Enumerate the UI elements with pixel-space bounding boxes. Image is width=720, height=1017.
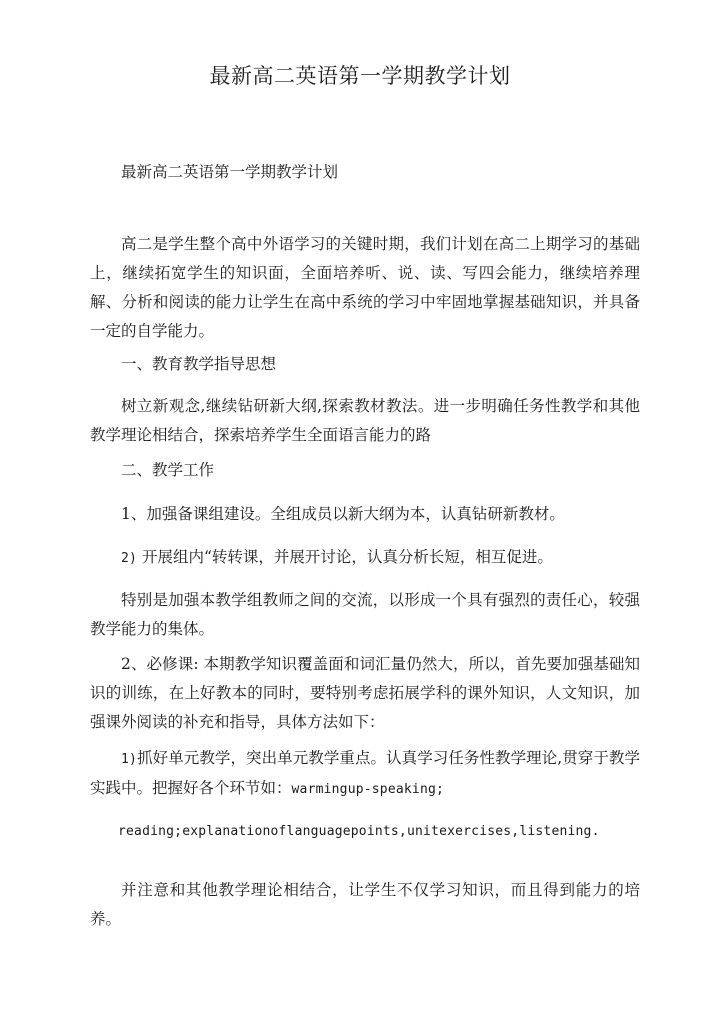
document-title: 最新高二英语第一学期教学计划 bbox=[209, 64, 511, 88]
section2-heading: 二、教学工作 bbox=[121, 461, 215, 479]
item-2: 2、必修课: 本期教学知识覆盖面和词汇量仍然大，所以，首先要加强基础知识的训练，在上好教本的同时，要特别考虑拓展学科的课外知识，人文知识，加强课外阅读的补充和指导，具体方法如下： bbox=[90, 655, 640, 731]
item-1-2-text: 开展组内“转转课，并展开讨论，认真分析长短，相互促进。 bbox=[142, 548, 553, 566]
item-1: 1、加强备课组建设。全组成员以新大纲为本，认真钻研新教材。 bbox=[121, 505, 565, 523]
section1-heading: 一、教育教学指导思想 bbox=[121, 355, 277, 373]
item-1-3: 特别是加强本教学组教师之间的交流，以形成一个具有强烈的责任心，较强教学能力的集体。 bbox=[90, 591, 640, 638]
item-2-1-text: 抓好单元教学，突出单元教学重点。认真学习任务性教学理论,贯穿于教学实践中。把握好各个环节如： bbox=[90, 749, 640, 797]
item-2-1-cont-text: reading;explanationoflanguagepoints,unitexercises,listening. bbox=[118, 824, 600, 839]
closing-paragraph: 并注意和其他教学理论相结合，让学生不仅学习知识，而且得到能力的培养。 bbox=[90, 881, 640, 928]
intro-paragraph: 高二是学生整个高中外语学习的关键时期，我们计划在高二上期学习的基础上，继续拓宽学生的知识面，全面培养听、说、读、写四会能力，继续培养理解、分析和阅读的能力让学生在高中系统的学习中牢固地掌握基础知识，并具备一定的自学能力。 bbox=[90, 235, 640, 340]
item-1-2-prefix: 2) bbox=[121, 551, 138, 566]
item-2-1 bbox=[90, 744, 640, 804]
document-subtitle: 最新高二英语第一学期教学计划 bbox=[121, 163, 339, 181]
item-2-1-mono: warmingup-speaking; bbox=[291, 782, 445, 797]
section1-body: 树立新观念,继续钻研新大纲,探索教材教法。进一步明确任务性教学和其他教学理论相结合，探索培养学生全面语言能力的路 bbox=[90, 397, 640, 444]
item-1-2 bbox=[90, 543, 640, 573]
item-2-1-continuation bbox=[90, 816, 635, 846]
item-2-1-prefix: 1) bbox=[121, 752, 138, 767]
